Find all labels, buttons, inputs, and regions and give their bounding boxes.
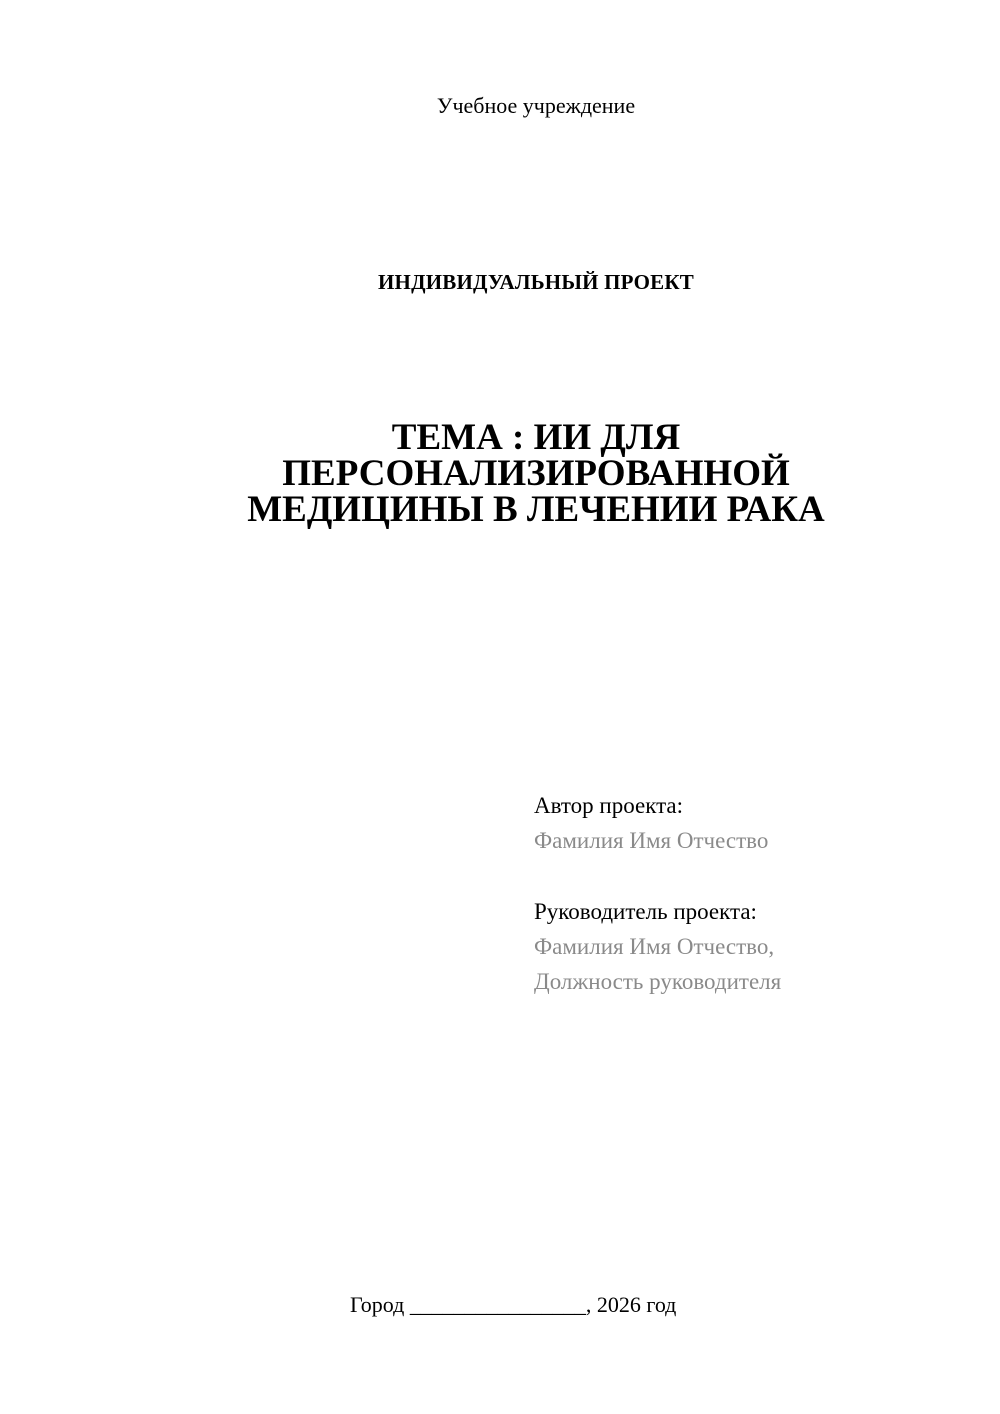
project-topic (0, 417, 1000, 530)
topic-line: ПЕРСОНАЛИЗИРОВАННОЙ (282, 453, 790, 494)
project-credits (534, 788, 974, 999)
supervisor-name: Фамилия Имя Отчество, (534, 934, 775, 959)
topic-line: ТЕМА : ИИ ДЛЯ (391, 417, 681, 458)
author-label: Автор проекта: (534, 793, 683, 818)
supervisor-label: Руководитель проекта: (534, 899, 757, 924)
supervisor-position: Должность руководителя (534, 969, 782, 994)
topic-line: МЕДИЦИНЫ В ЛЕЧЕНИИ РАКА (247, 489, 825, 530)
institution-name: Учебное учреждение (436, 93, 636, 118)
document-type: ИНДИВИДУАЛЬНЫЙ ПРОЕКТ (378, 270, 694, 294)
credits-spacer (534, 858, 974, 894)
author-name: Фамилия Имя Отчество (534, 828, 769, 853)
city-year-line: Город ________________, 2026 год (350, 1292, 677, 1317)
